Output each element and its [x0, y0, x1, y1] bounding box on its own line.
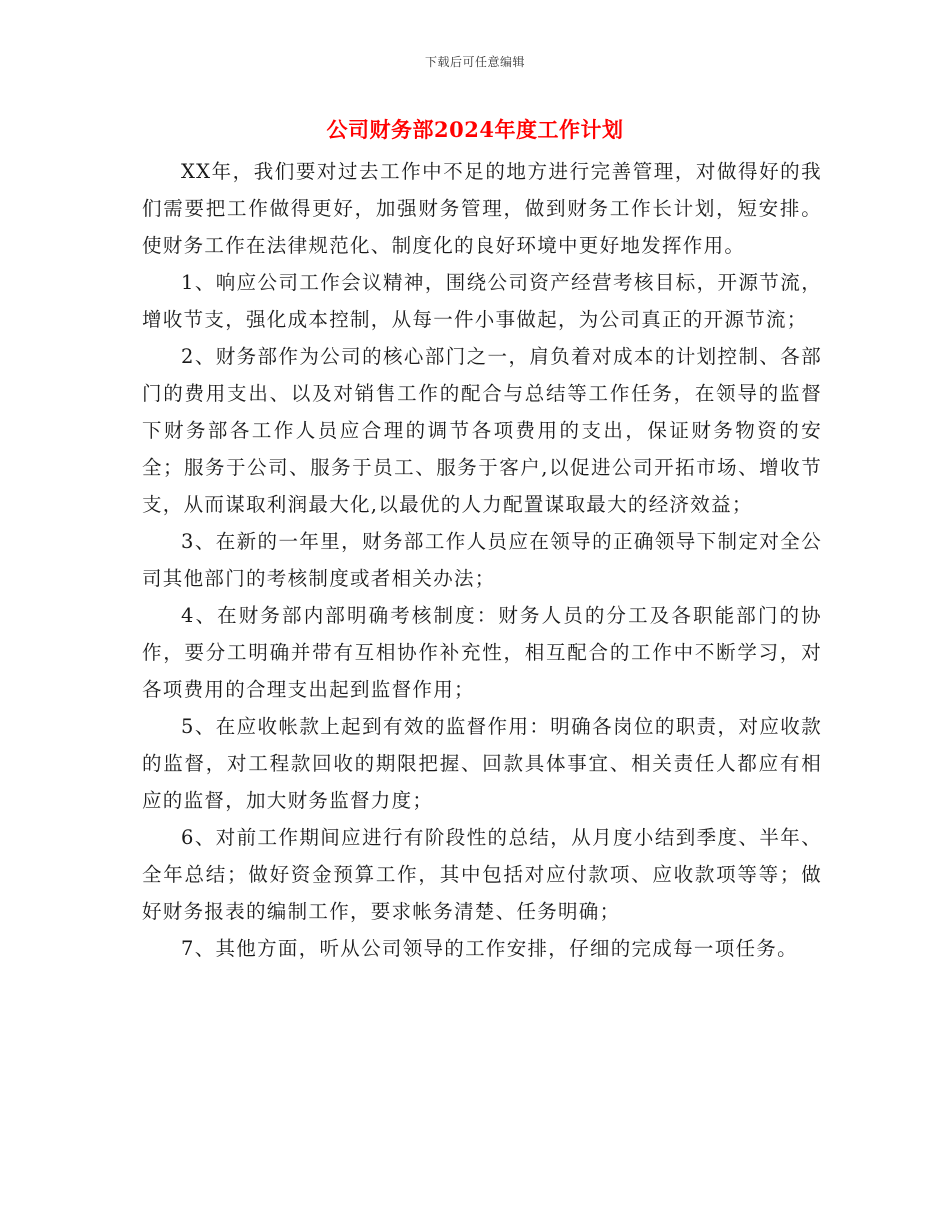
- paragraph-item-3: 3、在新的一年里，财务部工作人员应在领导的正确领导下制定对全公司其他部门的考核制度或者相关办法；: [142, 530, 822, 590]
- intro-paragraph: XX年，我们要对过去工作中不足的地方进行完善管理，对做得好的我们需要把工作做得更好，加强财务管理，做到财务工作长计划，短安排。使财务工作在法律规范化、制度化的良好环境中更好地发挥作用。: [142, 160, 822, 257]
- paragraph-item-1: 1、响应公司工作会议精神，围绕公司资产经营考核目标，开源节流，增收节支，强化成本控制，从每一件小事做起，为公司真正的开源节流；: [142, 271, 822, 331]
- header-note: 下载后可任意编辑: [424, 55, 525, 69]
- document-title: 公司财务部2024年度工作计划: [326, 117, 624, 142]
- paragraph-item-6: 6、对前工作期间应进行有阶段性的总结，从月度小结到季度、半年、全年总结；做好资金预算工作，其中包括对应付款项、应收款项等等；做好财务报表的编制工作，要求帐务清楚、任务明确；: [142, 826, 822, 923]
- paragraph-item-4: 4、在财务部内部明确考核制度：财务人员的分工及各职能部门的协作，要分工明确并带有互相协作补充性，相互配合的工作中不断学习，对各项费用的合理支出起到监督作用；: [142, 604, 822, 701]
- paragraph-item-7: 7、其他方面，听从公司领导的工作安排，仔细的完成每一项任务。: [181, 937, 798, 960]
- document-body: [142, 153, 822, 967]
- paragraph-item-2: 2、财务部作为公司的核心部门之一，肩负着对成本的计划控制、各部门的费用支出、以及对销售工作的配合与总结等工作任务，在领导的监督下财务部各工作人员应合理的调节各项费用的支出，保证财务物资的安全；服务于公司、服务于员工、服务于客户,以促进公司开拓市场、增收节支，从而谋取利润最大化,以最优的人力配置谋取最大的经济效益；: [142, 345, 822, 516]
- paragraph-item-5: 5、在应收帐款上起到有效的监督作用：明确各岗位的职责，对应收款的监督，对工程款回收的期限把握、回款具体事宜、相关责任人都应有相应的监督，加大财务监督力度；: [142, 715, 822, 812]
